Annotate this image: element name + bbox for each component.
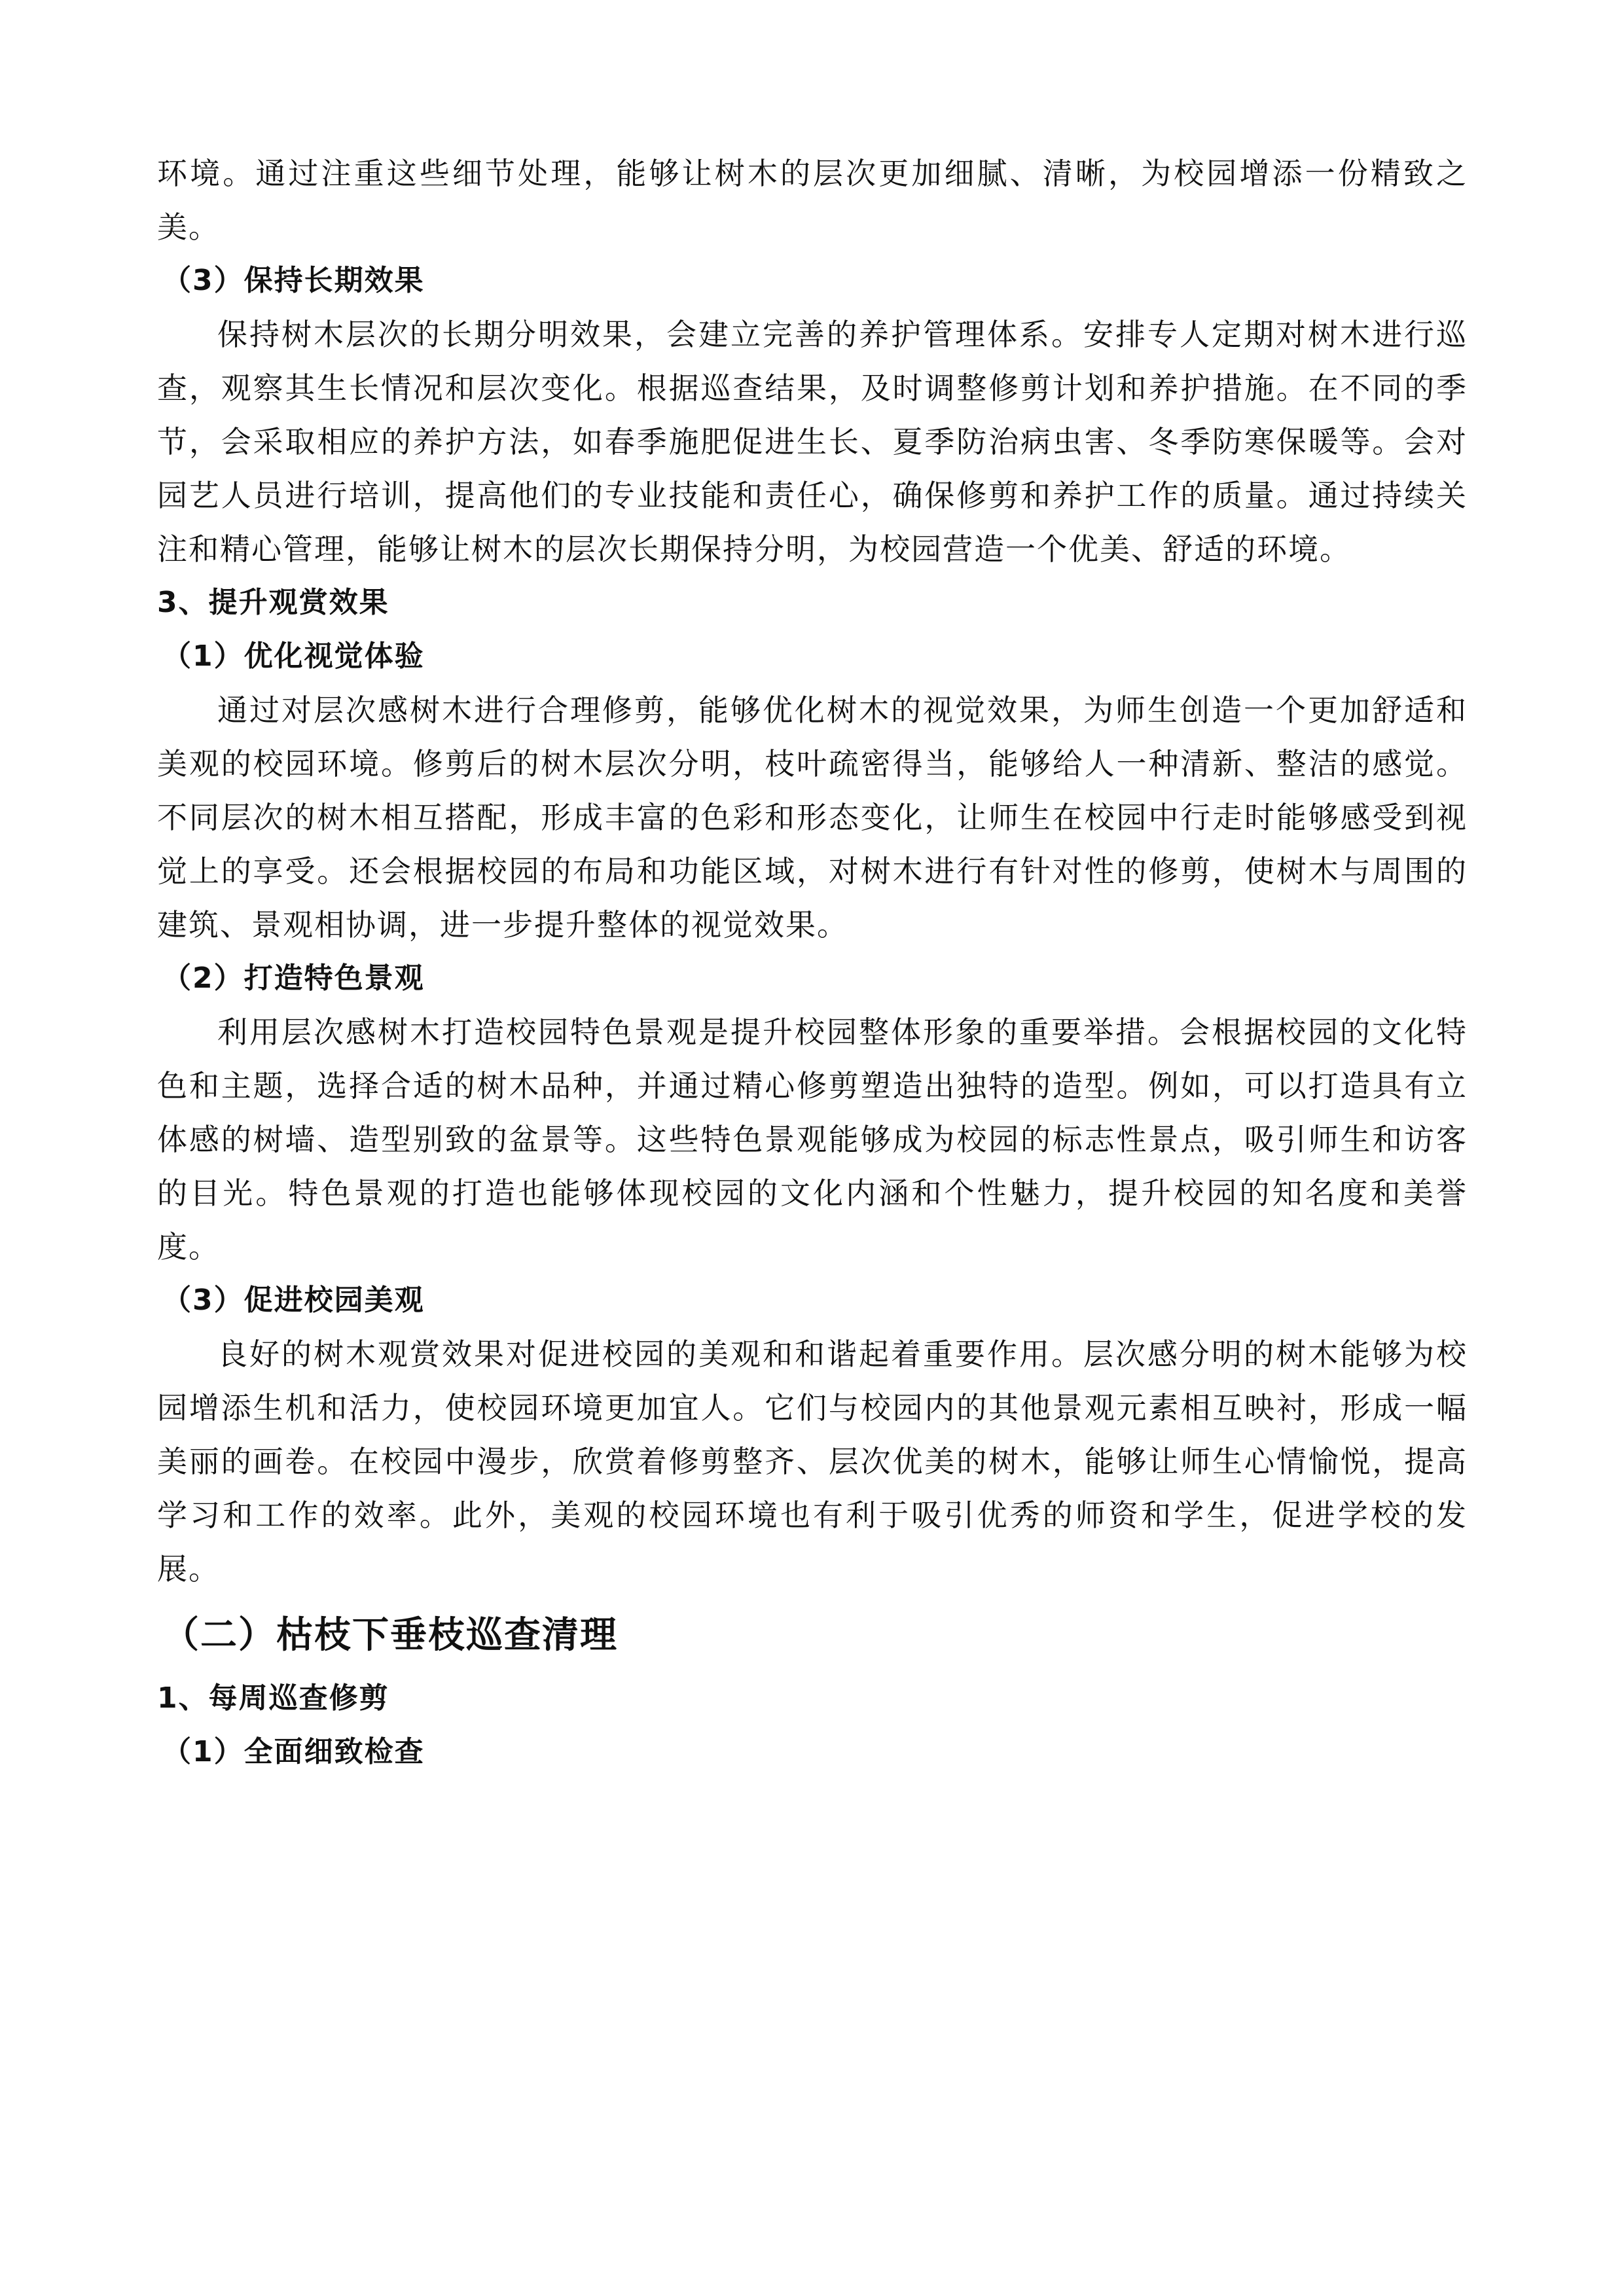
paragraph-continued: 环境。通过注重这些细节处理，能够让树木的层次更加细腻、清晰，为校园增添一份精致之美。 (157, 156, 1468, 245)
section-heading-improve-viewing: 3、提升观赏效果 (157, 586, 389, 619)
subsection-heading-thorough-check: （1）全面细致检查 (162, 1735, 425, 1768)
subsection-heading-maintain-long-term: （3）保持长期效果 (162, 264, 425, 297)
section-heading-weekly-inspection: 1、每周巡查修剪 (157, 1681, 389, 1715)
subsection-heading-featured-landscape: （2）打造特色景观 (162, 961, 425, 995)
paragraph-campus-beauty: 良好的树木观赏效果对促进校园的美观和和谐起着重要作用。层次感分明的树木能够为校园增添生机和活力，使校园环境更加宜人。它们与校园内的其他景观元素相互映衬，形成一幅美丽的画卷。在校园中漫步，欣赏着修剪整齐、层次优美的树木，能够让师生心情愉悦，提高学习和工作的效率。此外，美观的校园环境也有利于吸引优秀的师资和学生，促进学校的发展。 (157, 1336, 1468, 1587)
chapter-heading-deadwood-inspection: （二）枯枝下垂枝巡查清理 (162, 1614, 618, 1657)
paragraph-visual-experience: 通过对层次感树木进行合理修剪，能够优化树木的视觉效果，为师生创造一个更加舒适和美观的校园环境。修剪后的树木层次分明，枝叶疏密得当，能够给人一种清新、整洁的感觉。不同层次的树木相互搭配，形成丰富的色彩和形态变化，让师生在校园中行走时能够感受到视觉上的享受。还会根据校园的布局和功能区域，对树木进行有针对性的修剪，使树木与周围的建筑、景观相协调，进一步提升整体的视觉效果。 (157, 692, 1468, 942)
document-body (157, 147, 1468, 1779)
paragraph-featured-landscape: 利用层次感树木打造校园特色景观是提升校园整体形象的重要举措。会根据校园的文化特色和主题，选择合适的树木品种，并通过精心修剪塑造出独特的造型。例如，可以打造具有立体感的树墙、造型别致的盆景等。这些特色景观能够成为校园的标志性景点，吸引师生和访客的目光。特色景观的打造也能够体现校园的文化内涵和个性魅力，提升校园的知名度和美誉度。 (157, 1014, 1468, 1265)
subsection-heading-campus-beauty: （3）促进校园美观 (162, 1283, 425, 1317)
subsection-heading-visual-experience: （1）优化视觉体验 (162, 639, 425, 673)
paragraph-long-term-maintenance: 保持树木层次的长期分明效果，会建立完善的养护管理体系。安排专人定期对树木进行巡查，观察其生长情况和层次变化。根据巡查结果，及时调整修剪计划和养护措施。在不同的季节，会采取相应的养护方法，如春季施肥促进生长、夏季防治病虫害、冬季防寒保暖等。会对园艺人员进行培训，提高他们的专业技能和责任心，确保修剪和养护工作的质量。通过持续关注和精心管理，能够让树木的层次长期保持分明，为校园营造一个优美、舒适的环境。 (157, 317, 1468, 567)
